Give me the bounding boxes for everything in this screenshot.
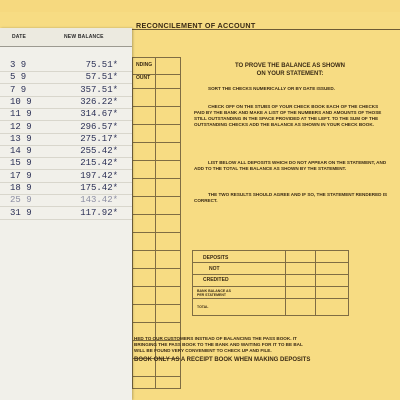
deposits-credited-label: CREDITED <box>203 277 229 283</box>
grid-line <box>133 106 180 107</box>
grid-line <box>133 178 180 179</box>
instructions-heading <box>190 62 390 78</box>
grid-line <box>133 142 180 143</box>
instruction-sort: SORT THE CHECKS NUMERICALLY OR BY DATE ISSUED. <box>208 86 335 91</box>
entry-balance: 215.42* <box>80 158 118 169</box>
balance-entry-row <box>0 170 132 183</box>
bank-balance-label: BANK BALANCE AS PER STATEMENT <box>197 289 231 297</box>
total-label: TOTAL <box>197 305 209 309</box>
entry-balance: 314.67* <box>80 109 118 120</box>
grid-line <box>133 268 180 269</box>
entry-balance: 326.22* <box>80 96 118 107</box>
footer-note-line-2: BRINGING THE PASS BOOK TO THE BANK AND WAITING FOR IT TO BE BAL <box>134 342 303 347</box>
grid-line <box>133 250 180 251</box>
entry-balance: 57.51* <box>85 72 118 83</box>
balance-entry-row <box>0 121 132 134</box>
grid-line <box>133 286 180 287</box>
entry-date: 3 9 <box>10 60 27 70</box>
deposits-not-credited-box <box>192 250 349 316</box>
footer-note <box>134 336 396 354</box>
date-column-header: DATE <box>12 34 27 40</box>
grid-line <box>133 232 180 233</box>
entry-date: 11 9 <box>10 109 32 120</box>
entry-date: 12 9 <box>10 121 32 132</box>
footer-note-line-3: WILL BE FOUND VERY CONVENIENT TO CHECK UP AND FILE. <box>134 348 272 353</box>
entry-date: 14 9 <box>10 146 32 157</box>
instruction-agree: THE TWO RESULTS SHOULD AGREE AND IF SO, THE STATEMENT RENDERED IS CORRECT. <box>194 192 388 203</box>
title-rule <box>132 29 400 30</box>
grid-line <box>133 322 180 323</box>
grid-header-bottom: OUNT <box>136 75 151 81</box>
grid-header-top: NDING <box>136 62 153 68</box>
balance-entry-row <box>0 96 132 109</box>
entry-date: 7 9 <box>10 84 27 95</box>
balance-entry-row <box>0 157 132 170</box>
entry-balance: 143.42* <box>80 195 118 206</box>
grid-line <box>133 196 180 197</box>
balance-entry-row <box>0 84 132 97</box>
grid-line <box>133 304 180 305</box>
deposits-not-label: NOT <box>209 266 220 272</box>
entry-balance: 175.42* <box>80 183 118 193</box>
balance-entry-row <box>0 194 132 207</box>
entry-date: 17 9 <box>10 170 32 181</box>
balance-entry-row <box>0 108 132 121</box>
form-title: RECONCILEMENT OF ACCOUNT <box>136 21 256 30</box>
entry-balance: 117.92* <box>80 207 118 218</box>
deposits-divider <box>285 251 286 315</box>
grid-line <box>133 214 180 215</box>
balance-entry-row <box>0 59 132 72</box>
entry-balance: 275.17* <box>80 133 118 144</box>
balance-column-header: NEW BALANCE <box>64 34 104 40</box>
entry-date: 18 9 <box>10 183 32 193</box>
entry-date: 25 9 <box>10 195 32 206</box>
instruction-check-off: CHECK OFF ON THE STUBS OF YOUR CHECK BOOK EACH OF THE CHECKS PAID BY THE BANK AND MAKE A LIST OF THE NUMBERS AND AMOUNTS OF THOSE STILL OUTSTANDING IN THE SPACE PROVIDED AT THE LEFT. TO THE SUM OF THE OUTSTANDING CHECKS ADD THE BALANCE AS SHOWN IN YOUR CHECK BOOK. <box>194 104 382 127</box>
entry-balance: 75.51* <box>85 60 118 70</box>
balance-entry-row <box>0 145 132 158</box>
entry-balance: 357.51* <box>80 84 118 95</box>
deposits-line <box>193 274 348 275</box>
instruction-deposits: LIST BELOW ALL DEPOSITS WHICH DO NOT APPEAR ON THE STATEMENT, AND ADD TO THE TOTAL THE BALANCE AS SHOWN BY THE STATEMENT. <box>194 160 387 171</box>
deposits-cents-divider <box>315 251 316 315</box>
footer-note-line-1: HED TO OUR CUSTOMERS INSTEAD OF BALANCING THE PASS BOOK. IT <box>134 336 297 341</box>
entry-date: 5 9 <box>10 72 27 83</box>
grid-line <box>133 124 180 125</box>
entry-balance: 255.42* <box>80 146 118 157</box>
entry-date: 13 9 <box>10 133 32 144</box>
instructions-heading-line-1: TO PROVE THE BALANCE AS SHOWN <box>234 63 345 69</box>
balance-entry-row <box>0 207 132 220</box>
balance-entry-row <box>0 133 132 146</box>
entry-date: 10 9 <box>10 96 32 107</box>
entry-balance: 197.42* <box>80 170 118 181</box>
deposits-line <box>193 286 348 287</box>
grid-line <box>133 376 180 377</box>
receipt-book-note: BOOK ONLY AS A RECEIPT BOOK WHEN MAKING DEPOSITS <box>134 357 311 363</box>
grid-line <box>133 88 180 89</box>
deposits-line <box>193 298 348 299</box>
grid-line <box>133 160 180 161</box>
entry-date: 31 9 <box>10 207 32 218</box>
entry-balance: 296.57* <box>80 121 118 132</box>
deposits-line <box>193 262 348 263</box>
balance-entry-row <box>0 182 132 195</box>
entry-date: 15 9 <box>10 158 32 169</box>
instructions-heading-line-2: ON YOUR STATEMENT: <box>256 71 324 77</box>
deposits-label: DEPOSITS <box>203 255 229 261</box>
balance-entry-row <box>0 71 132 84</box>
